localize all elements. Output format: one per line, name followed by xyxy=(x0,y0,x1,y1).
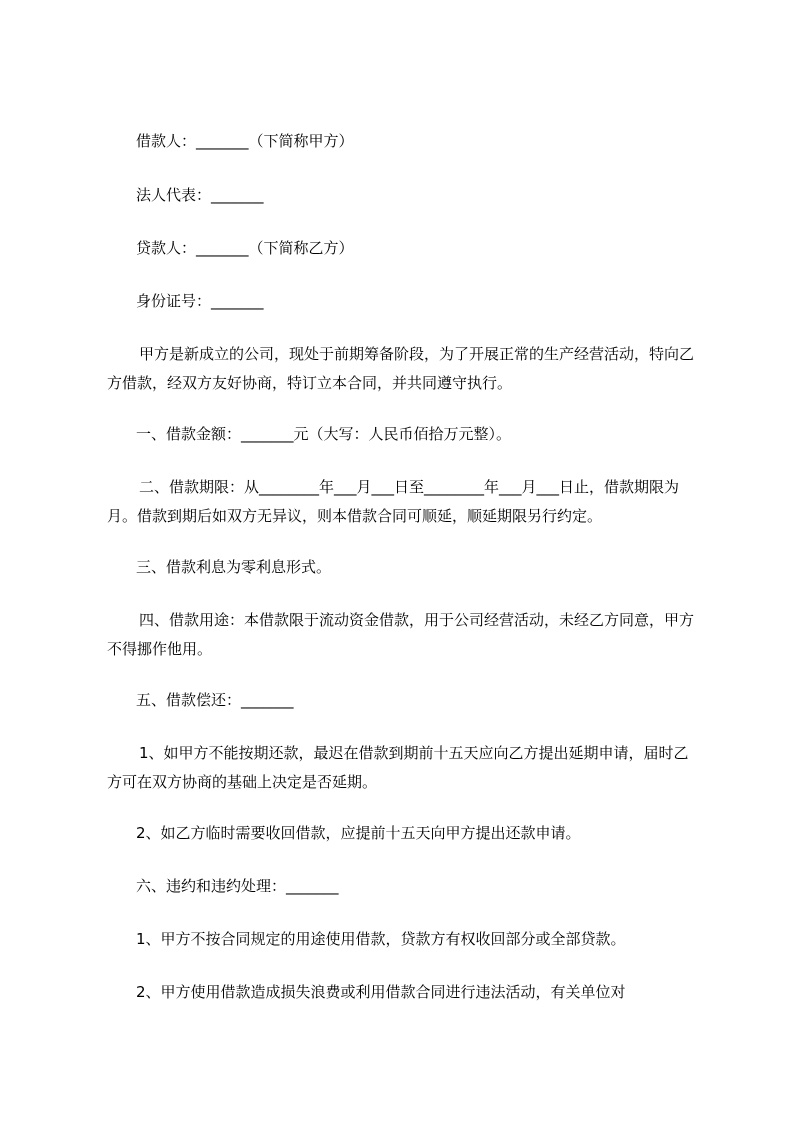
clause-6-breach: 六、违约和违约处理：_______ xyxy=(136,877,339,895)
borrower-line: 借款人：_______（下简称甲方） xyxy=(136,132,354,150)
legal-representative-line: 法人代表：_______ xyxy=(136,186,264,204)
clause-5-repayment: 五、借款偿还：_______ xyxy=(136,691,294,709)
clause-2-loan-term: 二、借款期限：从________年___月___日至________年___月___日止，借款期限为月。借款到期后如双方无异议，则本借款合同可顺延，顺延期限另行约定。 xyxy=(107,478,680,525)
clause-3-interest: 三、借款利息为零利息形式。 xyxy=(136,558,332,576)
clause-4-loan-purpose: 四、借款用途：本借款限于流动资金借款，用于公司经营活动，未经乙方同意，甲方不得挪作他用。 xyxy=(107,611,695,658)
clause-6-item-1: 1、甲方不按合同规定的用途使用借款，贷款方有权收回部分或全部贷款。 xyxy=(136,930,626,948)
lender-line: 贷款人：_______（下简称乙方） xyxy=(136,239,354,257)
clause-5-item-1: 1、如甲方不能按期还款，最迟在借款到期前十五天应向乙方提出延期申请，届时乙方可在双方协商的基础上决定是否延期。 xyxy=(107,744,689,791)
preamble-paragraph: 甲方是新成立的公司，现处于前期筹备阶段，为了开展正常的生产经营活动，特向乙方借款，经双方友好协商，特订立本合同，并共同遵守执行。 xyxy=(107,345,695,392)
id-number-line: 身份证号：_______ xyxy=(136,292,264,310)
clause-6-item-2: 2、甲方使用借款造成损失浪费或利用借款合同进行违法活动，有关单位对 xyxy=(136,983,626,1001)
clause-1-loan-amount: 一、借款金额：_______元（大写：人民币佰拾万元整）。 xyxy=(136,425,512,443)
clause-5-item-2: 2、如乙方临时需要收回借款，应提前十五天向甲方提出还款申请。 xyxy=(136,824,581,842)
